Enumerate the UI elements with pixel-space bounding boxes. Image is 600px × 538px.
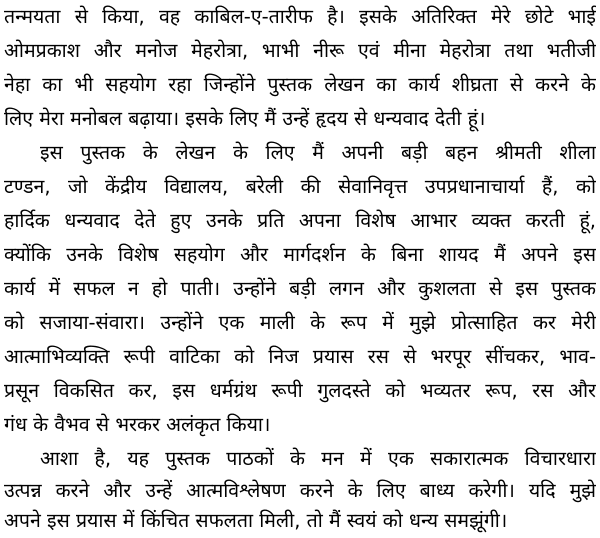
paragraph-1-line-3: नेहा का भी सहयोग रहा जिन्होंने पुस्तक लेखन का कार्य शीघ्रता से करने के (4, 73, 596, 96)
paragraph-2-line-7: आत्माभिव्यक्ति रूपी वाटिका को निज प्रयास रस से भरपूर सींचकर, भाव- (4, 345, 596, 368)
document-page (4, 0, 596, 538)
paragraph-2-line-1: इस पुस्तक के लेखन के लिए मैं अपनी बड़ी बहन श्रीमती शीला (40, 141, 596, 164)
paragraph-3-line-3: अपने इस प्रयास में किंचित सफलता मिली, तो मैं स्वयं को धन्य समझूंगी। (4, 509, 508, 532)
paragraph-1-line-1: तन्मयता से किया, वह काबिल-ए-तारीफ है। इसके अतिरिक्त मेरे छोटे भाई (4, 5, 596, 28)
paragraph-2-line-4: क्योंकि उनके विशेष सहयोग और मार्गदर्शन के बिना शायद मैं अपने इस (4, 243, 596, 266)
paragraph-2-line-6: को सजाया-संवारा। उन्होंने एक माली के रूप में मुझे प्रोत्साहित कर मेरी (4, 311, 596, 334)
paragraph-2-line-2: टण्डन, जो केंद्रीय विद्यालय, बरेली की सेवानिवृत्त उपप्रधानाचार्या हैं, को (4, 175, 596, 198)
paragraph-1-line-4: लिए मेरा मनोबल बढ़ाया। इसके लिए मैं उन्हें हृदय से धन्यवाद देती हूं। (4, 107, 486, 130)
paragraph-2-line-9: गंध के वैभव से भरकर अलंकृत किया। (4, 413, 271, 436)
paragraph-2-line-3: हार्दिक धन्यवाद देते हुए उनके प्रति अपना विशेष आभार व्यक्त करती हूं, (4, 209, 596, 232)
paragraph-3-line-2: उत्पन्न करने और उन्हें आत्मविश्लेषण करने के लिए बाध्य करेगी। यदि मुझे (4, 479, 596, 502)
paragraph-2-line-8: प्रसून विकसित कर, इस धर्मग्रंथ रूपी गुलदस्ते को भव्यतर रूप, रस और (4, 379, 596, 402)
paragraph-2-line-5: कार्य में सफल न हो पाती। उन्होंने बड़ी लगन और कुशलता से इस पुस्तक (4, 277, 596, 300)
paragraph-3-line-1: आशा है, यह पुस्तक पाठकों के मन में एक सकारात्मक विचारधारा (40, 447, 596, 470)
paragraph-1-line-2: ओमप्रकाश और मनोज मेहरोत्रा, भाभी नीरू एवं मीना मेहरोत्रा तथा भतीजी (4, 39, 596, 62)
